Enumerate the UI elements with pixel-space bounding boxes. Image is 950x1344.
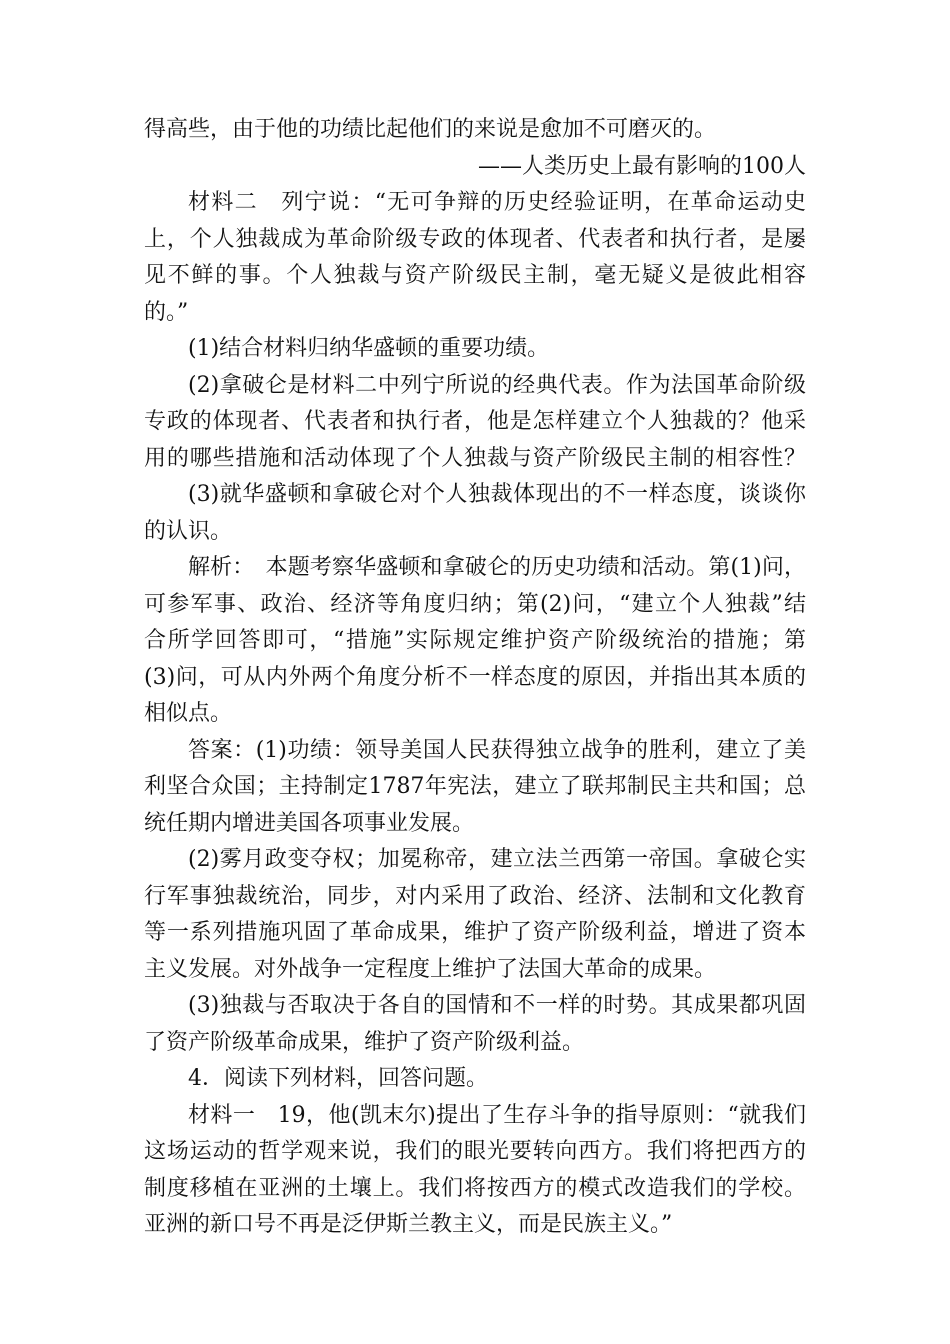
- question-1: (1)结合材料归纳华盛顿的重要功绩。: [188, 336, 550, 361]
- material-two-line: 的。”: [144, 299, 189, 325]
- answer-2-line: 等一系列措施巩固了革命成果，维护了资产阶级利益，增进了资本: [144, 920, 806, 945]
- question-4-heading: 4．阅读下列材料，回答问题。: [188, 1066, 488, 1091]
- answer-1-line: 利坚合众国；主持制定1787年宪法，建立了联邦制民主共和国；总: [144, 774, 806, 799]
- question-2-line: 用的哪些措施和活动体现了个人独裁与资产阶级民主制的相容性？: [144, 445, 806, 471]
- analysis-line: 可参军事、政治、经济等角度归纳；第(2)问，“建立个人独裁”结: [144, 591, 806, 617]
- material-one-line: 这场运动的哲学观来说，我们的眼光要转向西方。我们将把西方的: [144, 1139, 806, 1164]
- material-one-line: 制度移植在亚洲的土壤上。我们将按西方的模式改造我们的学校。: [144, 1175, 806, 1201]
- analysis-line: 解析： 本题考察华盛顿和拿破仑的历史功绩和活动。第(1)问，: [188, 555, 806, 580]
- source-attribution: ——人类历史上最有影响的100人: [478, 153, 806, 179]
- answer-2-line: (2)雾月政变夺权；加冕称帝，建立法兰西第一帝国。拿破仑实: [188, 847, 806, 872]
- text-line-continuation: 得高些，由于他的功绩比起他们的来说是愈加不可磨灭的。: [144, 117, 717, 142]
- answer-2-line: 行军事独裁统治，同步，对内采用了政治、经济、法制和文化教育: [144, 883, 806, 909]
- answer-3-line: (3)独裁与否取决于各自的国情和不一样的时势。其成果都巩固: [188, 993, 806, 1018]
- answer-1-line: 答案：(1)功绩：领导美国人民获得独立战争的胜利，建立了美: [188, 737, 806, 763]
- question-3-line: 的认识。: [144, 518, 233, 544]
- answer-3-line: 了资产阶级革命成果，维护了资产阶级利益。: [144, 1029, 585, 1055]
- material-two-line: 见不鲜的事。个人独裁与资产阶级民主制，毫无疑义是彼此相容: [144, 263, 806, 288]
- analysis-line: (3)问，可从内外两个角度分析不一样态度的原因，并指出其本质的: [144, 664, 806, 690]
- answer-1-line: 统任期内增进美国各项事业发展。: [144, 810, 475, 836]
- analysis-line: 相似点。: [144, 701, 233, 726]
- answer-2-line: 主义发展。对外战争一定程度上维护了法国大革命的成果。: [144, 956, 717, 982]
- material-two-line: 上，个人独裁成为革命阶级专政的体现者、代表者和执行者，是屡: [144, 226, 806, 252]
- material-one-line: 材料一 19，他(凯末尔)提出了生存斗争的指导原则：“就我们: [188, 1102, 806, 1128]
- material-two-line: 材料二 列宁说：“无可争辩的历史经验证明，在革命运动史: [188, 190, 806, 215]
- analysis-line: 合所学回答即可，“措施”实际规定维护资产阶级统治的措施；第: [144, 628, 806, 653]
- document-page: [144, 112, 806, 1244]
- question-2-line: (2)拿破仑是材料二中列宁所说的经典代表。作为法国革命阶级: [188, 372, 806, 398]
- material-one-line: 亚洲的新口号不再是泛伊斯兰教主义，而是民族主义。”: [144, 1212, 673, 1237]
- question-2-line: 专政的体现者、代表者和执行者，他是怎样建立个人独裁的？他采: [144, 409, 806, 434]
- question-3-line: (3)就华盛顿和拿破仑对个人独裁体现出的不一样态度，谈谈你: [188, 482, 806, 507]
